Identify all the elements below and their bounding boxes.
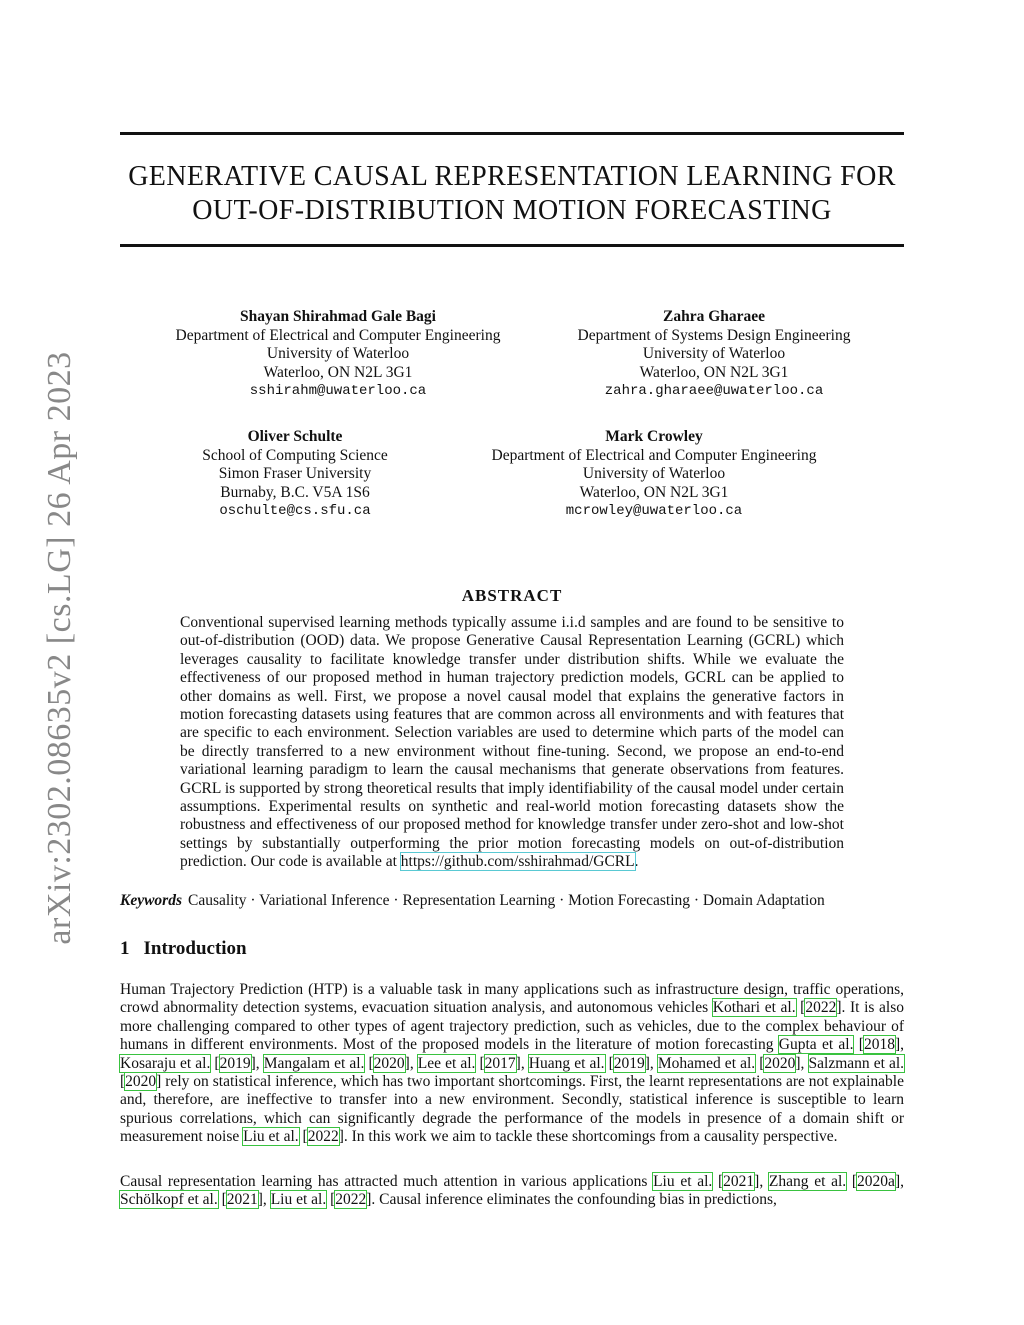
abstract-body bbox=[180, 614, 844, 872]
author-address: Waterloo, ON N2L 3G1 bbox=[639, 363, 789, 381]
citation-link[interactable]: 2020 bbox=[373, 1054, 405, 1072]
paragraph-text: ] rely on statistical inference, which has two important shortcomings. First, the learnt representations are not explainable and, therefore, are ineffective to transfer into a new environment. Secondly, statistical inference is susceptible to learn spurious correlations, which can significantly degrade the performance of the models in presence of a domain shift or measurement noise bbox=[120, 1073, 904, 1146]
paragraph-text: [ bbox=[853, 1036, 864, 1054]
keywords-line bbox=[120, 892, 825, 910]
citation-link[interactable]: Lee et al. bbox=[417, 1054, 476, 1072]
paragraph-text: [ bbox=[795, 999, 806, 1017]
citation-link[interactable]: 2021 bbox=[226, 1191, 258, 1209]
author-dept: Department of Systems Design Engineering bbox=[577, 326, 851, 344]
citation-link[interactable]: Liu et al. bbox=[270, 1191, 327, 1209]
citation-link[interactable]: Liu et al. bbox=[653, 1173, 713, 1190]
intro-paragraph-1 bbox=[120, 981, 904, 1147]
paragraph-text: [ bbox=[120, 1073, 126, 1091]
author-email[interactable]: mcrowley@uwaterloo.ca bbox=[565, 503, 743, 519]
author-inst: University of Waterloo bbox=[582, 465, 726, 482]
paragraph-text: [ bbox=[712, 1173, 724, 1190]
author-inst: University of Waterloo bbox=[642, 345, 786, 362]
citation-link[interactable]: Salzmann et al. bbox=[808, 1054, 905, 1072]
author-address: Burnaby, B.C. V5A 1S6 bbox=[220, 483, 370, 501]
paragraph-text: [ bbox=[846, 1173, 858, 1190]
paragraph-text: ], bbox=[795, 1054, 809, 1072]
paragraph-text: ]. In this work we aim to tackle these shortcomings from a causality perspective. bbox=[338, 1128, 838, 1146]
paragraph-text: ]. It is also more challenging compared to other types of agent trajectory prediction, such as vehicles, due to the complex behaviour of humans in different environments. Most of the proposed models in the literature of motion forecasting bbox=[120, 999, 904, 1054]
author-block-1 bbox=[160, 308, 516, 401]
paragraph-text: ]. Causal inference eliminates the confounding bias in predictions, bbox=[366, 1191, 777, 1209]
citation-link[interactable]: Kosaraju et al. bbox=[120, 1054, 211, 1072]
title-line-1: GENERATIVE CAUSAL REPRESENTATION LEARNING FOR bbox=[128, 161, 896, 192]
author-inst: University of Waterloo bbox=[266, 345, 410, 362]
title-rule-bottom bbox=[120, 244, 904, 247]
paragraph-text: ], bbox=[894, 1173, 904, 1190]
author-dept: Department of Electrical and Computer Engineering bbox=[175, 326, 501, 344]
citation-link[interactable]: Gupta et al. bbox=[778, 1036, 854, 1054]
section-number: 1 bbox=[120, 938, 130, 959]
paragraph-text: ], bbox=[644, 1054, 658, 1072]
paper-title bbox=[120, 160, 904, 228]
paragraph-text: ], bbox=[515, 1054, 529, 1072]
citation-link[interactable]: 2020 bbox=[125, 1073, 157, 1091]
paragraph-text: ], bbox=[257, 1191, 271, 1209]
author-dept: Department of Electrical and Computer Engineering bbox=[491, 446, 817, 464]
author-dept: School of Computing Science bbox=[202, 446, 388, 464]
author-address: Waterloo, ON N2L 3G1 bbox=[579, 483, 729, 501]
citation-link[interactable]: 2021 bbox=[723, 1173, 755, 1190]
citation-link[interactable]: 2019 bbox=[613, 1054, 645, 1072]
author-address: Waterloo, ON N2L 3G1 bbox=[263, 363, 413, 381]
section-heading bbox=[120, 938, 247, 960]
paragraph-text: [ bbox=[604, 1054, 614, 1072]
paragraph-text: [ bbox=[364, 1054, 374, 1072]
citation-link[interactable]: 2017 bbox=[484, 1054, 516, 1072]
section-title: Introduction bbox=[143, 938, 247, 959]
keywords-text: Causality · Variational Inference · Representation Learning · Motion Forecasting · Domain Adaptation bbox=[188, 892, 825, 909]
citation-link[interactable]: Mohamed et al. bbox=[657, 1054, 756, 1072]
title-rule-top bbox=[120, 132, 904, 135]
intro-paragraph-2 bbox=[120, 1173, 904, 1210]
code-link[interactable]: https://github.com/sshirahmad/GCRL bbox=[400, 853, 635, 871]
citation-link[interactable]: Schölkopf et al. bbox=[120, 1191, 218, 1209]
author-block-3 bbox=[184, 428, 406, 521]
citation-link[interactable]: Huang et al. bbox=[528, 1054, 605, 1072]
citation-link[interactable]: Zhang et al. bbox=[768, 1173, 847, 1190]
citation-link[interactable]: 2020 bbox=[764, 1054, 796, 1072]
paragraph-text: [ bbox=[326, 1191, 336, 1209]
paragraph-text: Human Trajectory Prediction (HTP) is a valuable task in many applications such as infrastructure design, traffic operations, crowd abnormality detection systems, evacuation situation analysis, and autonomous vehicles bbox=[120, 981, 904, 1017]
paragraph-text: ], bbox=[754, 1173, 769, 1190]
arxiv-stamp: arXiv:2302.08635v2 [cs.LG] 26 Apr 2023 bbox=[41, 351, 78, 945]
keywords-label: Keywords bbox=[120, 892, 182, 909]
paragraph-text: [ bbox=[298, 1128, 308, 1146]
author-inst: Simon Fraser University bbox=[218, 465, 372, 482]
title-line-2: OUT-OF-DISTRIBUTION MOTION FORECASTING bbox=[192, 195, 832, 226]
abstract-heading: ABSTRACT bbox=[461, 586, 563, 605]
author-email[interactable]: oschulte@cs.sfu.ca bbox=[219, 503, 371, 519]
paragraph-text: [ bbox=[217, 1191, 227, 1209]
author-name: Zahra Gharaee bbox=[662, 308, 766, 325]
author-block-2 bbox=[556, 308, 872, 401]
author-name: Mark Crowley bbox=[605, 428, 703, 445]
paragraph-text: ], bbox=[894, 1036, 904, 1054]
citation-link[interactable]: 2019 bbox=[219, 1054, 251, 1072]
paragraph-text: [ bbox=[475, 1054, 485, 1072]
paragraph-text: Causal representation learning has attracted much attention in various applications bbox=[120, 1173, 654, 1190]
paragraph-text: ], bbox=[404, 1054, 418, 1072]
author-email[interactable]: zahra.gharaee@uwaterloo.ca bbox=[604, 383, 824, 399]
author-name: Oliver Schulte bbox=[247, 428, 343, 445]
abstract-text: Conventional supervised learning methods typically assume i.i.d samples and are found to be sensitive to out-of-distribution (OOD) data. We propose Generative Causal Representation Learning (GCRL) which leverages causality to facilitate knowledge transfer under distribution shifts. While we evaluate the effectiveness of our proposed method in human trajectory prediction models, GCRL can be applied to other domains as well. First, we propose a novel causal model that explains the generative factors in motion forecasting datasets using features that are common across all environments and with features that are specific to each environment. Selection variables are used to determine which parts of the model can be directly transferred to a new environment without fine-tuning. Second, we propose an end-to-end variational learning paradigm to learn the causal mechanisms that generate observations from features. GCRL is supported by strong theoretical results that imply identifiability of the causal model under certain assumptions. Experimental results on synthetic and real-world motion forecasting datasets show the robustness and effectiveness of our proposed method for knowledge transfer under zero-shot and low-shot settings by substantially outperforming the prior motion forecasting models on out-of-distribution prediction. Our code is available at bbox=[180, 614, 844, 871]
paragraph-text: [ bbox=[755, 1054, 765, 1072]
abstract-end: . bbox=[634, 853, 639, 871]
citation-link[interactable]: Liu et al. bbox=[243, 1128, 299, 1146]
paragraph-text: [ bbox=[210, 1054, 220, 1072]
citation-link[interactable]: 2020a bbox=[857, 1173, 895, 1190]
author-name: Shayan Shirahmad Gale Bagi bbox=[240, 308, 436, 325]
author-block-4 bbox=[472, 428, 836, 521]
citation-link[interactable]: 2022 bbox=[805, 999, 837, 1017]
citation-link[interactable]: 2022 bbox=[335, 1191, 367, 1209]
citation-link[interactable]: 2022 bbox=[307, 1128, 339, 1146]
citation-link[interactable]: Mangalam et al. bbox=[263, 1054, 365, 1072]
citation-link[interactable]: 2018 bbox=[863, 1036, 895, 1054]
paragraph-text: ], bbox=[250, 1054, 264, 1072]
author-email[interactable]: sshirahm@uwaterloo.ca bbox=[249, 383, 427, 399]
citation-link[interactable]: Kothari et al. bbox=[712, 999, 796, 1017]
